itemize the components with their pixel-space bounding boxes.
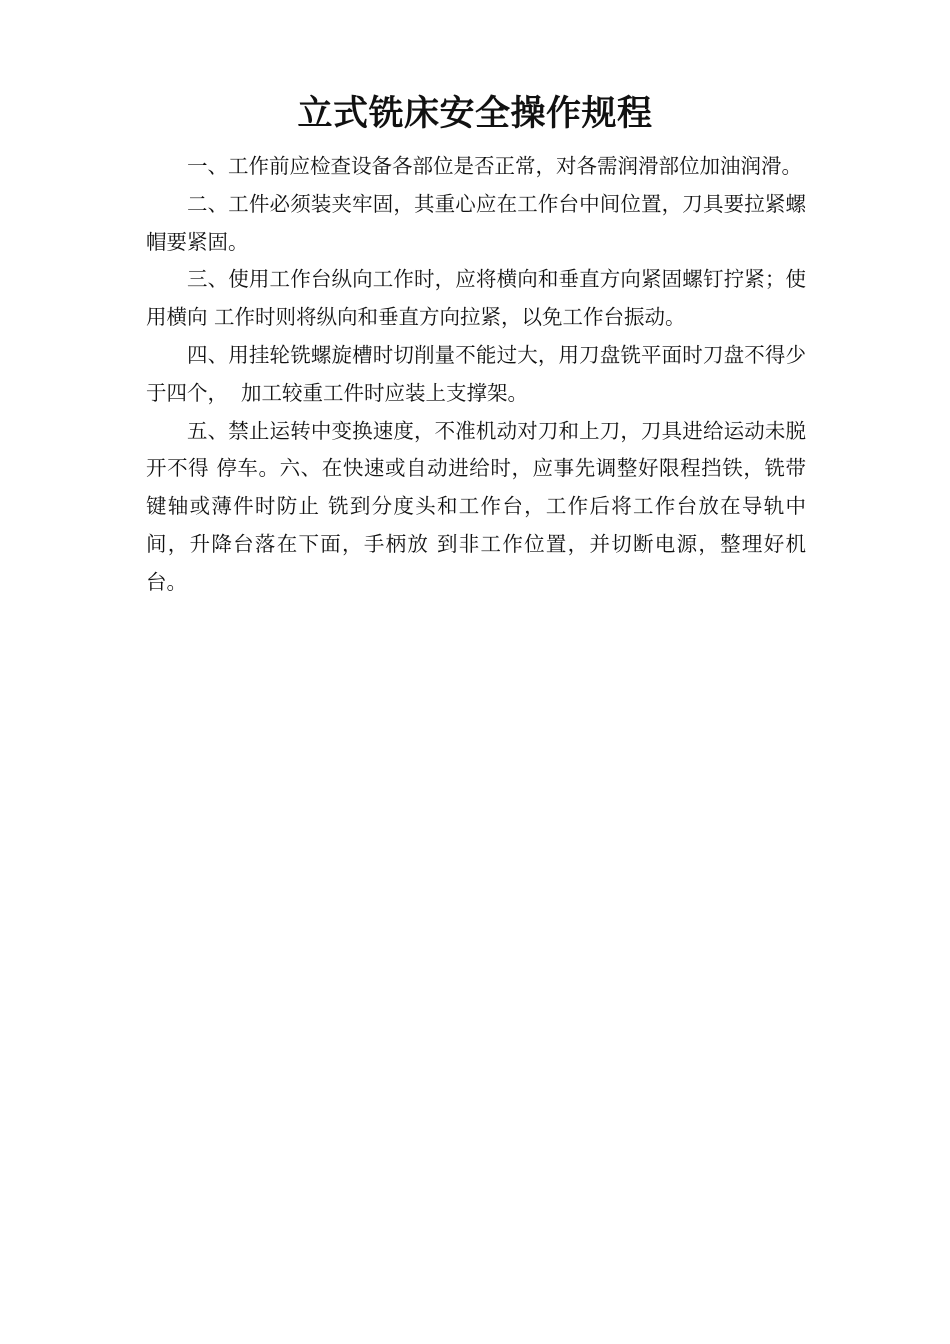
paragraph-3: 三、使用工作台纵向工作时，应将横向和垂直方向紧固螺钉拧紧；使用横向 工作时则将纵向和垂直方向拉紧，以免工作台振动。 (146, 267, 806, 330)
paragraph-1: 一、工作前应检查设备各部位是否正常，对各需润滑部位加油润滑。 (187, 154, 802, 178)
paragraph-5: 五、禁止运转中变换速度，不准机动对刀和上刀，刀具进给运动未脱开不得 停车。六、在快速或自动进给时，应事先调整好限程挡铁，铣带键轴或薄件时防止 铣到分度头和工作台，工作后将工作台放在导轨中间，升降台落在下面，手柄放 到非工作位置，并切断电源，整理好机台。 (146, 418, 806, 594)
document-body (146, 148, 806, 602)
paragraph-2: 二、工件必须装夹牢固，其重心应在工作台中间位置，刀具要拉紧螺帽要紧固。 (146, 191, 806, 254)
document-title: 立式铣床安全操作规程 (297, 93, 653, 134)
paragraph-4: 四、用挂轮铣螺旋槽时切削量不能过大，用刀盘铣平面时刀盘不得少于四个， 加工较重工件时应装上支撑架。 (146, 342, 806, 405)
